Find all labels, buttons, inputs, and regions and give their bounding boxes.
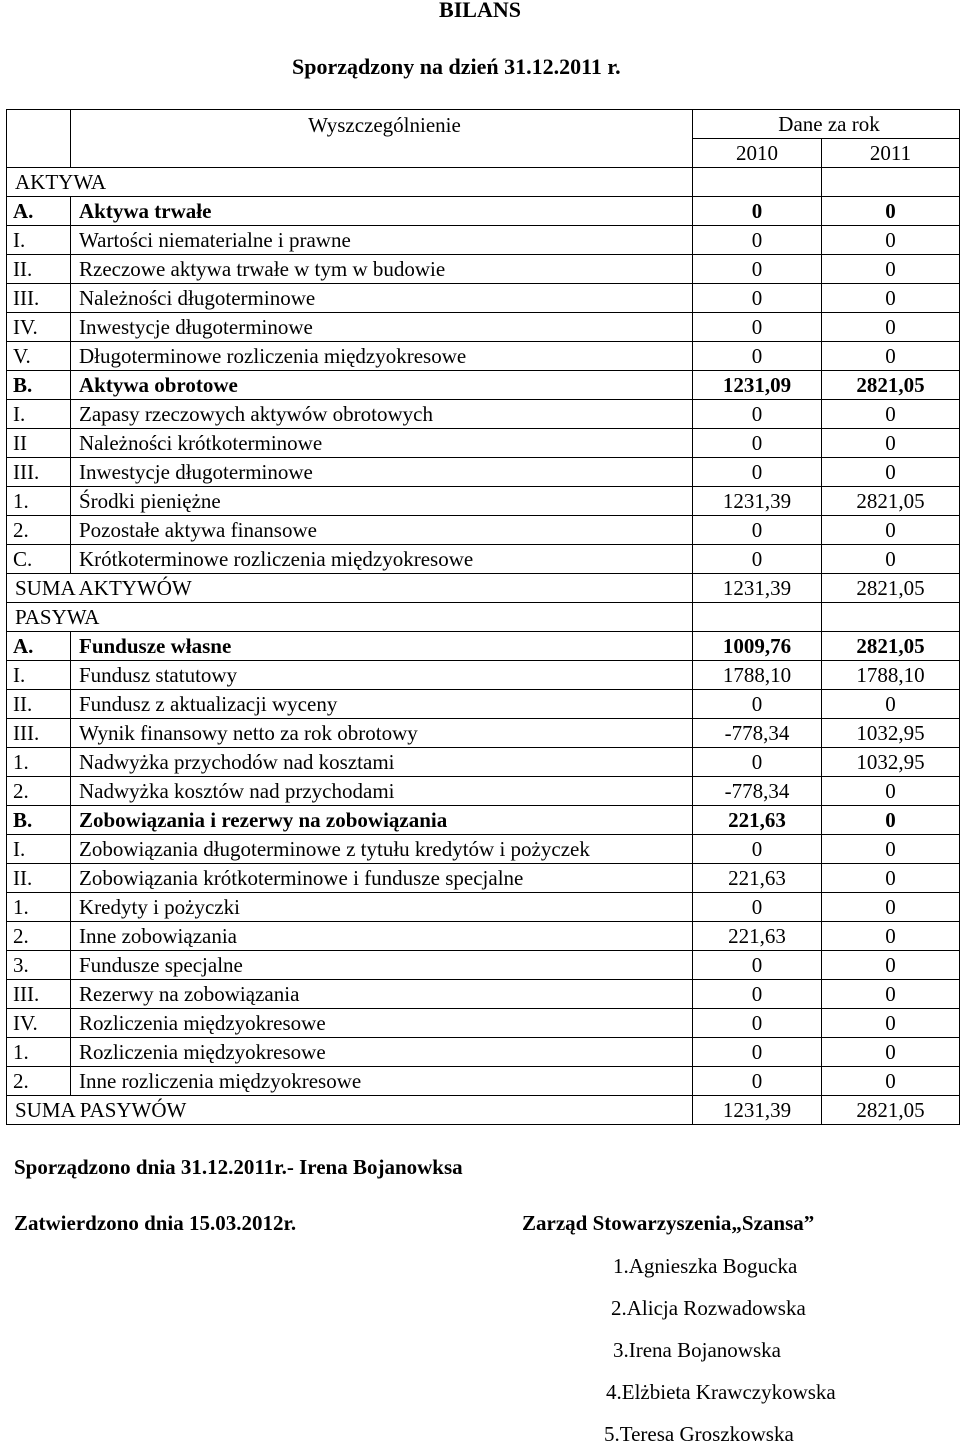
row-value-2010 <box>693 603 822 632</box>
row-code: 1. <box>7 1038 71 1067</box>
row-code: I. <box>7 661 71 690</box>
row-value-2011 <box>822 603 960 632</box>
row-label: Należności długoterminowe <box>71 284 693 313</box>
approved-line: Zatwierdzono dnia 15.03.2012r. <box>14 1211 297 1235</box>
row-value-2010: 0 <box>693 1067 822 1096</box>
row-value-2011: 0 <box>822 313 960 342</box>
row-label: Środki pieniężne <box>71 487 693 516</box>
row-value-2011: 0 <box>822 400 960 429</box>
header-data-years: Dane za rok <box>693 110 960 139</box>
row-value-2010: 0 <box>693 255 822 284</box>
row-code: C. <box>7 545 71 574</box>
row-value-2010: 0 <box>693 197 822 226</box>
table-row <box>7 1067 960 1096</box>
row-value-2010: 0 <box>693 545 822 574</box>
table-row <box>7 487 960 516</box>
row-code: 1. <box>7 893 71 922</box>
row-value-2011: 0 <box>822 458 960 487</box>
row-code: III. <box>7 980 71 1009</box>
row-code: A. <box>7 197 71 226</box>
row-value-2011: 2821,05 <box>822 632 960 661</box>
row-code: 2. <box>7 777 71 806</box>
table-row <box>7 197 960 226</box>
row-label: Inwestycje długoterminowe <box>71 458 693 487</box>
row-label: Aktywa obrotowe <box>71 371 693 400</box>
row-label: Wartości niematerialne i prawne <box>71 226 693 255</box>
row-section-label: AKTYWA <box>7 168 693 197</box>
balance-table-body <box>7 110 960 1125</box>
row-value-2010: 1231,39 <box>693 574 822 603</box>
row-value-2010: 221,63 <box>693 922 822 951</box>
table-row <box>7 429 960 458</box>
row-value-2010: 1231,09 <box>693 371 822 400</box>
row-value-2010 <box>693 168 822 197</box>
row-label: Inne zobowiązania <box>71 922 693 951</box>
table-row <box>7 574 960 603</box>
table-row <box>7 661 960 690</box>
board-title: Zarząd Stowarzyszenia„Szansa” <box>522 1211 815 1235</box>
row-label: Fundusze specjalne <box>71 951 693 980</box>
table-row <box>7 777 960 806</box>
row-label: Należności krótkoterminowe <box>71 429 693 458</box>
row-value-2010: 0 <box>693 458 822 487</box>
row-value-2011: 1032,95 <box>822 748 960 777</box>
row-value-2010: -778,34 <box>693 777 822 806</box>
table-row <box>7 719 960 748</box>
row-value-2011: 0 <box>822 777 960 806</box>
row-label: Kredyty i pożyczki <box>71 893 693 922</box>
header-year-2010: 2010 <box>693 139 822 168</box>
row-value-2011: 2821,05 <box>822 487 960 516</box>
row-value-2010: 0 <box>693 342 822 371</box>
table-row <box>7 748 960 777</box>
row-code: II. <box>7 255 71 284</box>
table-row <box>7 690 960 719</box>
row-value-2011: 0 <box>822 980 960 1009</box>
row-value-2010: 1231,39 <box>693 1096 822 1125</box>
table-row <box>7 313 960 342</box>
row-value-2010: 0 <box>693 429 822 458</box>
row-value-2011: 0 <box>822 255 960 284</box>
row-value-2011: 0 <box>822 864 960 893</box>
row-value-2011: 0 <box>822 922 960 951</box>
row-value-2011: 2821,05 <box>822 574 960 603</box>
row-label: Nadwyżka przychodów nad kosztami <box>71 748 693 777</box>
table-row <box>7 1096 960 1125</box>
header-spacer-cell <box>7 110 71 168</box>
row-code: 3. <box>7 951 71 980</box>
row-value-2010: 221,63 <box>693 806 822 835</box>
table-row <box>7 168 960 197</box>
row-section-label: SUMA PASYWÓW <box>7 1096 693 1125</box>
table-row <box>7 516 960 545</box>
row-code: I. <box>7 400 71 429</box>
row-label: Rozliczenia międzyokresowe <box>71 1038 693 1067</box>
row-value-2011: 0 <box>822 1038 960 1067</box>
table-row <box>7 342 960 371</box>
row-label: Fundusz z aktualizacji wyceny <box>71 690 693 719</box>
row-value-2011: 0 <box>822 342 960 371</box>
row-value-2011: 0 <box>822 806 960 835</box>
table-row <box>7 1038 960 1067</box>
row-value-2010: 221,63 <box>693 864 822 893</box>
balance-table <box>6 109 960 1125</box>
row-code: III. <box>7 719 71 748</box>
row-value-2010: 0 <box>693 516 822 545</box>
board-member-2: 2.Alicja Rozwadowska <box>611 1296 806 1320</box>
row-value-2010: 1788,10 <box>693 661 822 690</box>
row-code: II. <box>7 864 71 893</box>
row-value-2010: 0 <box>693 226 822 255</box>
row-value-2010: 0 <box>693 284 822 313</box>
row-label: Zobowiązania długoterminowe z tytułu kredytów i pożyczek <box>71 835 693 864</box>
row-label: Rzeczowe aktywa trwałe w tym w budowie <box>71 255 693 284</box>
row-value-2010: 0 <box>693 400 822 429</box>
row-code: IV. <box>7 1009 71 1038</box>
board-member-4: 4.Elżbieta Krawczykowska <box>606 1380 836 1404</box>
row-label: Wynik finansowy netto za rok obrotowy <box>71 719 693 748</box>
prepared-line: Sporządzono dnia 31.12.2011r.- Irena Bojanowksa <box>14 1155 463 1179</box>
row-value-2011: 0 <box>822 516 960 545</box>
row-code: IV. <box>7 313 71 342</box>
row-code: II. <box>7 690 71 719</box>
table-row <box>7 1009 960 1038</box>
row-value-2011: 0 <box>822 690 960 719</box>
row-value-2011: 2821,05 <box>822 371 960 400</box>
row-value-2011: 0 <box>822 197 960 226</box>
table-row <box>7 835 960 864</box>
row-value-2010: -778,34 <box>693 719 822 748</box>
row-code: 2. <box>7 922 71 951</box>
table-row <box>7 922 960 951</box>
row-label: Rezerwy na zobowiązania <box>71 980 693 1009</box>
table-row <box>7 255 960 284</box>
table-row <box>7 806 960 835</box>
row-value-2011: 0 <box>822 226 960 255</box>
row-value-2010: 0 <box>693 980 822 1009</box>
row-value-2011: 0 <box>822 1067 960 1096</box>
row-value-2010: 0 <box>693 748 822 777</box>
row-value-2011: 2821,05 <box>822 1096 960 1125</box>
row-label: Fundusze własne <box>71 632 693 661</box>
row-value-2010: 0 <box>693 1009 822 1038</box>
header-description: Wyszczególnienie <box>71 110 693 168</box>
row-value-2011: 1788,10 <box>822 661 960 690</box>
row-code: V. <box>7 342 71 371</box>
table-row <box>7 458 960 487</box>
row-value-2010: 0 <box>693 690 822 719</box>
row-label: Rozliczenia międzyokresowe <box>71 1009 693 1038</box>
row-value-2011: 1032,95 <box>822 719 960 748</box>
header-year-2011: 2011 <box>822 139 960 168</box>
row-label: Aktywa trwałe <box>71 197 693 226</box>
row-label: Zapasy rzeczowych aktywów obrotowych <box>71 400 693 429</box>
document-subtitle: Sporządzony na dzień 31.12.2011 r. <box>292 54 621 79</box>
table-row <box>7 603 960 632</box>
row-label: Pozostałe aktywa finansowe <box>71 516 693 545</box>
table-row <box>7 951 960 980</box>
row-value-2011 <box>822 168 960 197</box>
document-title: BILANS <box>439 0 521 22</box>
row-value-2011: 0 <box>822 951 960 980</box>
row-section-label: SUMA AKTYWÓW <box>7 574 693 603</box>
row-code: B. <box>7 371 71 400</box>
row-code: I. <box>7 226 71 255</box>
table-row <box>7 371 960 400</box>
row-code: I. <box>7 835 71 864</box>
board-member-1: 1.Agnieszka Bogucka <box>613 1254 798 1278</box>
row-value-2011: 0 <box>822 545 960 574</box>
row-code: 2. <box>7 516 71 545</box>
board-member-3: 3.Irena Bojanowska <box>613 1338 781 1362</box>
table-row <box>7 400 960 429</box>
row-code: A. <box>7 632 71 661</box>
table-row <box>7 632 960 661</box>
row-code: III. <box>7 284 71 313</box>
row-value-2010: 0 <box>693 1038 822 1067</box>
row-value-2010: 0 <box>693 951 822 980</box>
row-label: Nadwyżka kosztów nad przychodami <box>71 777 693 806</box>
row-code: B. <box>7 806 71 835</box>
row-value-2010: 1231,39 <box>693 487 822 516</box>
row-value-2011: 0 <box>822 835 960 864</box>
row-label: Zobowiązania i rezerwy na zobowiązania <box>71 806 693 835</box>
row-code: 1. <box>7 487 71 516</box>
row-section-label: PASYWA <box>7 603 693 632</box>
row-label: Zobowiązania krótkoterminowe i fundusze specjalne <box>71 864 693 893</box>
row-value-2010: 0 <box>693 835 822 864</box>
table-row <box>7 284 960 313</box>
table-header-row <box>7 110 960 139</box>
board-member-5: 5.Teresa Groszkowska <box>604 1422 794 1446</box>
row-value-2010: 0 <box>693 893 822 922</box>
row-value-2011: 0 <box>822 893 960 922</box>
row-label: Inne rozliczenia międzyokresowe <box>71 1067 693 1096</box>
row-value-2011: 0 <box>822 1009 960 1038</box>
table-row <box>7 864 960 893</box>
row-label: Długoterminowe rozliczenia międzyokresowe <box>71 342 693 371</box>
row-value-2010: 0 <box>693 313 822 342</box>
table-row <box>7 545 960 574</box>
row-code: II <box>7 429 71 458</box>
row-label: Krótkoterminowe rozliczenia międzyokresowe <box>71 545 693 574</box>
row-value-2011: 0 <box>822 284 960 313</box>
table-row <box>7 226 960 255</box>
row-code: III. <box>7 458 71 487</box>
row-value-2010: 1009,76 <box>693 632 822 661</box>
table-row <box>7 980 960 1009</box>
row-value-2011: 0 <box>822 429 960 458</box>
row-code: 2. <box>7 1067 71 1096</box>
table-row <box>7 893 960 922</box>
row-label: Fundusz statutowy <box>71 661 693 690</box>
row-label: Inwestycje długoterminowe <box>71 313 693 342</box>
row-code: 1. <box>7 748 71 777</box>
